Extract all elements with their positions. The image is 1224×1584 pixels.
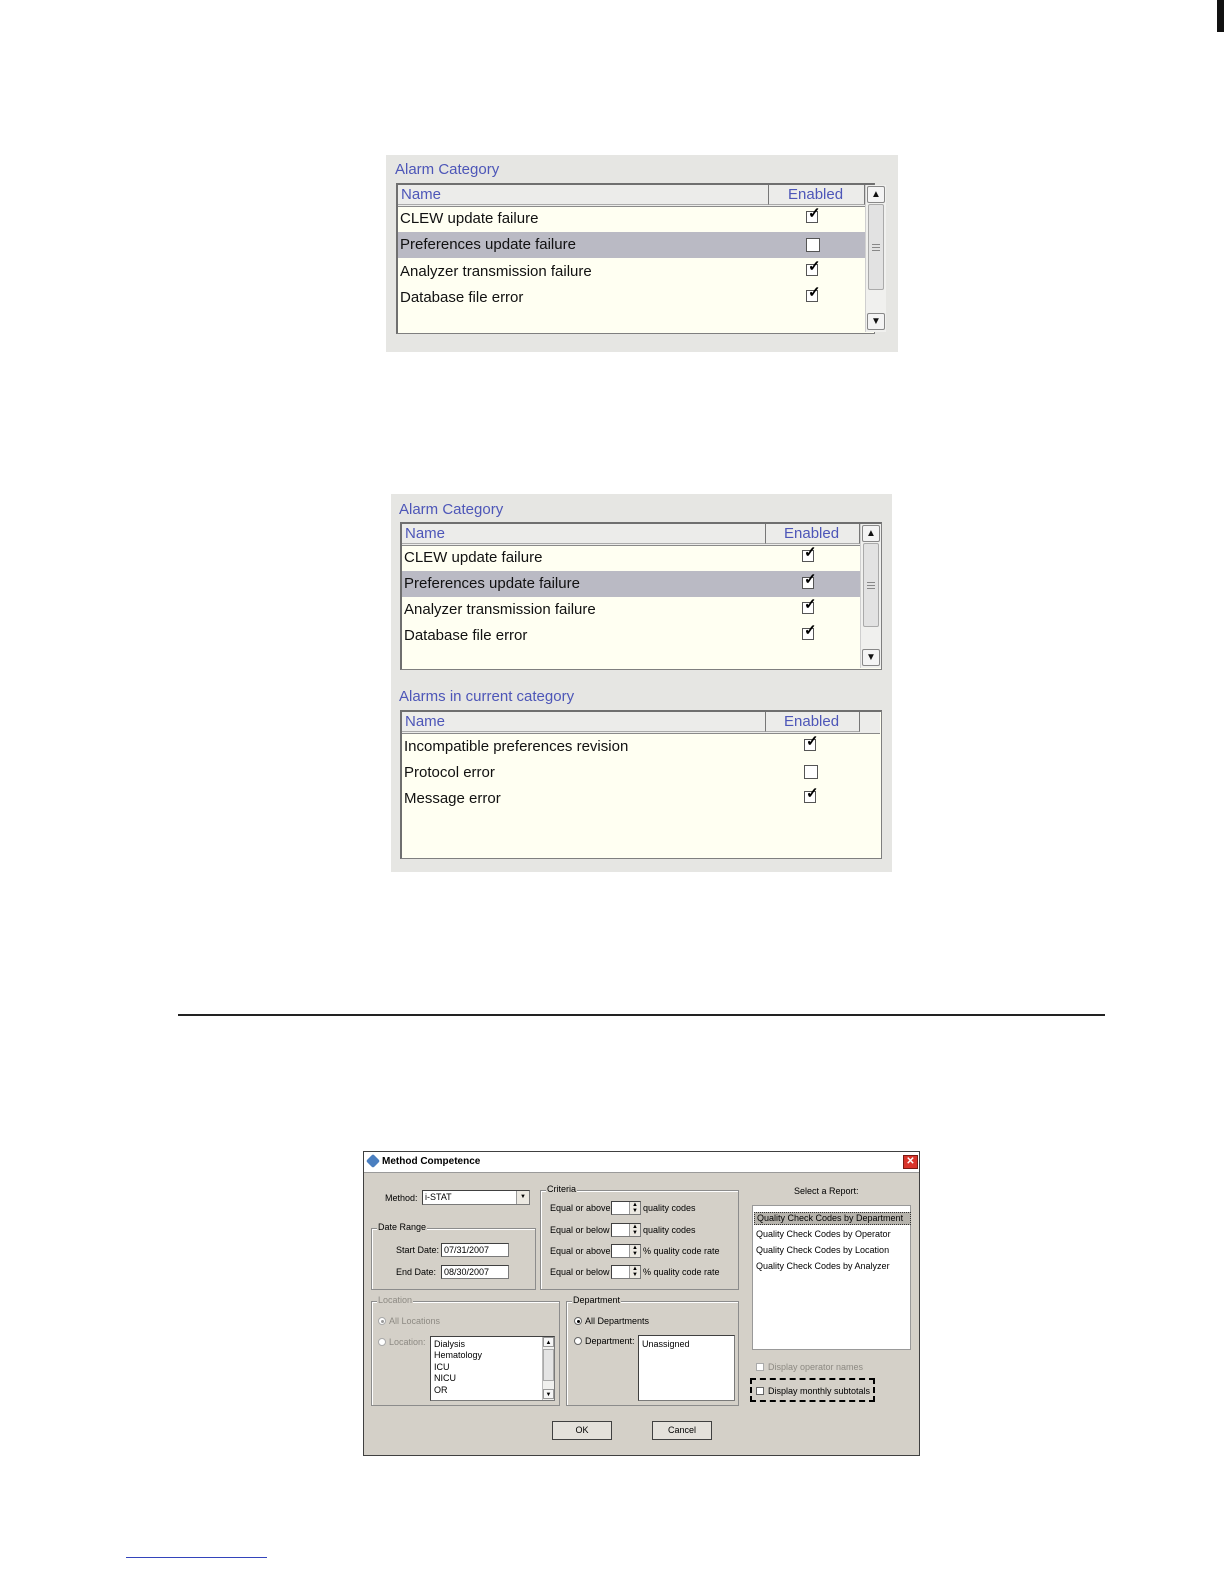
enabled-checkbox[interactable]	[804, 785, 819, 803]
panel-title: Alarm Category	[399, 501, 504, 518]
table-row[interactable]	[398, 285, 865, 311]
all-locations-radio[interactable]	[378, 1317, 386, 1325]
table-header	[398, 185, 865, 207]
row-name: Database file error	[404, 627, 528, 644]
highlight-dashed-box	[750, 1378, 875, 1402]
alarm-category-panel-2	[391, 494, 892, 872]
enabled-checkbox[interactable]	[802, 622, 817, 640]
location-label: Location:	[389, 1337, 426, 1347]
enabled-checkbox[interactable]	[806, 205, 821, 223]
select-report-label: Select a Report:	[794, 1186, 859, 1196]
table-row[interactable]	[402, 597, 860, 623]
method-label: Method:	[385, 1193, 418, 1203]
alarm-category-panel-1	[386, 155, 898, 352]
footer-rule	[126, 1557, 267, 1558]
all-locations-label: All Locations	[389, 1316, 441, 1326]
table-row-selected[interactable]	[402, 571, 860, 597]
vertical-scrollbar[interactable]	[860, 524, 881, 668]
row-name: Database file error	[400, 289, 524, 306]
criteria-spinner[interactable]	[611, 1223, 641, 1237]
enabled-checkbox[interactable]	[806, 284, 821, 302]
method-competence-dialog	[363, 1151, 920, 1456]
dialog-title-bar[interactable]	[364, 1152, 919, 1173]
table-row[interactable]	[402, 786, 880, 812]
dialog-title: Method Competence	[382, 1156, 481, 1167]
operator-names-label: Display operator names	[768, 1362, 864, 1372]
criteria-label: Equal or above	[550, 1246, 611, 1256]
alarm-category-table	[400, 522, 882, 670]
row-name: Analyzer transmission failure	[404, 601, 596, 618]
cancel-button[interactable]: Cancel	[652, 1421, 712, 1440]
check-mark-icon: ✓	[808, 284, 821, 301]
report-item[interactable]: Quality Check Codes by Operator	[756, 1229, 891, 1239]
check-mark-icon: ✓	[808, 205, 821, 222]
department-label: Department:	[585, 1336, 635, 1346]
criteria-spinner[interactable]	[611, 1244, 641, 1258]
enabled-checkbox[interactable]	[802, 544, 817, 562]
list-item[interactable]: OR	[434, 1385, 448, 1395]
criteria-unit: quality codes	[643, 1203, 696, 1213]
column-header-enabled[interactable]: Enabled	[769, 185, 865, 205]
list-item[interactable]: Unassigned	[642, 1339, 690, 1349]
app-icon	[366, 1154, 380, 1168]
criteria-group	[540, 1184, 739, 1290]
scroll-down-icon[interactable]: ▼	[543, 1389, 554, 1399]
table-row[interactable]	[402, 760, 880, 786]
method-value: i-STAT	[425, 1192, 452, 1202]
panel-title: Alarm Category	[395, 161, 500, 178]
row-name: Preferences update failure	[404, 575, 580, 592]
all-departments-label: All Departments	[585, 1316, 650, 1326]
column-header-enabled[interactable]: Enabled	[766, 712, 860, 732]
enabled-checkbox[interactable]	[804, 765, 818, 779]
criteria-label: Equal or below	[550, 1225, 610, 1235]
date-range-legend: Date Range	[378, 1222, 427, 1232]
spinner-arrows-icon[interactable]: ▲ ▼	[629, 1202, 640, 1215]
row-name: Protocol error	[404, 764, 495, 781]
check-mark-icon: ✓	[804, 544, 817, 561]
start-date-label: Start Date:	[396, 1245, 440, 1255]
table-row-selected[interactable]	[398, 232, 865, 258]
list-item[interactable]: NICU	[434, 1373, 456, 1383]
enabled-checkbox[interactable]	[802, 571, 817, 589]
table-row[interactable]	[398, 206, 865, 232]
date-range-group	[371, 1222, 536, 1290]
enabled-checkbox[interactable]	[802, 596, 817, 614]
enabled-checkbox[interactable]	[804, 733, 819, 751]
row-name: CLEW update failure	[400, 210, 539, 227]
criteria-unit: % quality code rate	[643, 1267, 720, 1277]
enabled-checkbox[interactable]	[806, 258, 821, 276]
row-name: Preferences update failure	[400, 236, 576, 253]
end-date-label: End Date:	[396, 1267, 437, 1277]
department-list[interactable]	[638, 1335, 735, 1401]
monthly-subtotals-label: Display monthly subtotals	[768, 1386, 871, 1396]
all-departments-radio[interactable]	[574, 1317, 582, 1325]
row-name: Analyzer transmission failure	[400, 263, 592, 280]
column-header-name[interactable]: Name	[402, 524, 766, 544]
department-legend: Department	[573, 1295, 621, 1305]
department-group	[566, 1295, 739, 1406]
table-row[interactable]	[398, 259, 865, 285]
table-row[interactable]	[402, 623, 860, 649]
horizontal-rule	[178, 1014, 1105, 1016]
criteria-legend: Criteria	[547, 1184, 577, 1194]
check-mark-icon: ✓	[804, 596, 817, 613]
chevron-down-icon[interactable]: ▼	[516, 1191, 529, 1204]
table-header	[402, 712, 880, 734]
scrollbar-thumb[interactable]	[863, 543, 879, 627]
alarm-category-table	[396, 183, 881, 334]
department-radio[interactable]	[574, 1337, 582, 1345]
criteria-unit: % quality code rate	[643, 1246, 720, 1256]
list-item[interactable]: ICU	[434, 1362, 450, 1372]
criteria-spinner[interactable]	[611, 1265, 641, 1279]
criteria-spinner[interactable]	[611, 1201, 641, 1215]
page-edge-mark	[1217, 0, 1224, 32]
alarms-table	[400, 710, 882, 859]
end-date-input[interactable]: 08/30/2007	[441, 1265, 509, 1279]
location-radio[interactable]	[378, 1338, 386, 1346]
location-list[interactable]	[430, 1336, 555, 1401]
scroll-down-button[interactable]: ▼	[867, 313, 885, 330]
scrollbar-thumb[interactable]	[543, 1349, 554, 1381]
spinner-arrows-icon[interactable]: ▲ ▼	[629, 1245, 640, 1258]
list-item[interactable]: Hematology	[434, 1350, 483, 1360]
close-button[interactable]: ✕	[903, 1155, 918, 1169]
scroll-up-icon[interactable]: ▲	[543, 1337, 554, 1347]
criteria-unit: quality codes	[643, 1225, 696, 1235]
location-scrollbar[interactable]	[542, 1337, 554, 1400]
scroll-up-button[interactable]: ▲	[867, 186, 885, 203]
report-item[interactable]: Quality Check Codes by Analyzer	[756, 1261, 890, 1271]
start-date-input[interactable]: 07/31/2007	[441, 1243, 509, 1257]
list-item[interactable]: Dialysis	[434, 1339, 466, 1349]
spinner-arrows-icon[interactable]: ▲ ▼	[629, 1266, 640, 1279]
criteria-label: Equal or above	[550, 1203, 611, 1213]
report-item-selected[interactable]: Quality Check Codes by Department	[754, 1212, 911, 1225]
check-mark-icon: ✓	[806, 733, 819, 750]
table-row[interactable]	[402, 734, 880, 760]
enabled-checkbox[interactable]	[806, 238, 820, 252]
report-list[interactable]	[752, 1205, 911, 1350]
location-group	[371, 1295, 560, 1406]
vertical-scrollbar[interactable]	[865, 185, 886, 332]
table-header	[402, 524, 860, 546]
scroll-up-button[interactable]: ▲	[862, 525, 880, 542]
spinner-arrows-icon[interactable]: ▲ ▼	[629, 1224, 640, 1237]
scrollbar-thumb[interactable]	[868, 204, 884, 290]
row-name: CLEW update failure	[404, 549, 543, 566]
operator-names-checkbox[interactable]	[756, 1363, 764, 1371]
check-mark-icon: ✓	[804, 622, 817, 639]
column-header-name[interactable]: Name	[402, 712, 766, 732]
ok-button[interactable]: OK	[552, 1421, 612, 1440]
row-name: Message error	[404, 790, 501, 807]
column-header-name[interactable]: Name	[398, 185, 769, 205]
check-mark-icon: ✓	[806, 785, 819, 802]
location-legend: Location	[378, 1295, 413, 1305]
column-header-enabled[interactable]: Enabled	[766, 524, 860, 544]
scroll-down-button[interactable]: ▼	[862, 649, 880, 666]
alarms-section-title: Alarms in current category	[399, 688, 575, 705]
table-row[interactable]	[402, 545, 860, 571]
method-select[interactable]	[422, 1190, 530, 1205]
check-mark-icon: ✓	[804, 571, 817, 588]
criteria-label: Equal or below	[550, 1267, 610, 1277]
row-name: Incompatible preferences revision	[404, 738, 629, 755]
check-mark-icon: ✓	[808, 258, 821, 275]
report-item[interactable]: Quality Check Codes by Location	[756, 1245, 890, 1255]
